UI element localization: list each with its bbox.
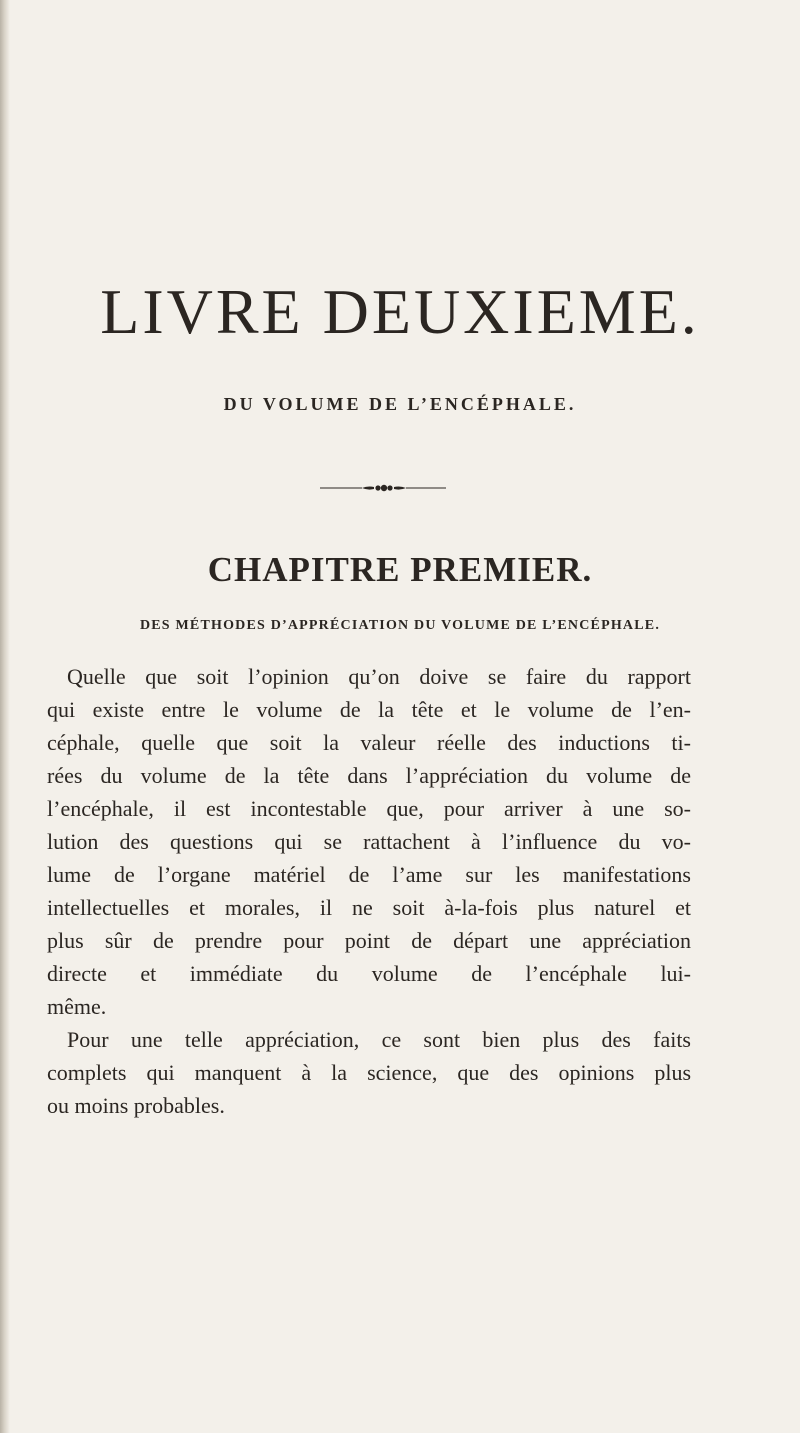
text-line: céphale, quelle que soit la valeur réelle des inductions ti- [47, 730, 691, 755]
text-line: directe et immédiate du volume de l’encéphale lui- [47, 961, 691, 986]
text-line: qui existe entre le volume de la tête et le volume de l’en- [47, 697, 691, 722]
book-title: LIVRE DEUXIEME. [100, 276, 700, 347]
text-line: Quelle que soit l’opinion qu’on doive se faire du rapport [67, 664, 691, 689]
text-line: plus sûr de prendre pour point de départ une appréciation [47, 928, 691, 953]
text-line: ou moins probables. [47, 1093, 225, 1118]
text-line: l’encéphale, il est incontestable que, pour arriver à une so- [47, 796, 691, 821]
ornament-divider [318, 481, 448, 495]
text-line: Pour une telle appréciation, ce sont bien plus des faits [67, 1027, 691, 1052]
chapter-subtitle: DES MÉTHODES D’APPRÉCIATION DU VOLUME DE L’ENCÉPHALE. [139, 618, 661, 633]
paragraph-1 [47, 660, 691, 1023]
text-line: lume de l’organe matériel de l’ame sur les manifestations [47, 862, 691, 887]
text-line: complets qui manquent à la science, que des opinions plus [47, 1060, 691, 1085]
book-subtitle: DU VOLUME DE L’ENCÉPHALE. [223, 394, 577, 414]
chapter-title: CHAPITRE PREMIER. [207, 550, 593, 589]
text-line: rées du volume de la tête dans l’appréciation du volume de [47, 763, 691, 788]
text-line: même. [47, 994, 107, 1019]
text-line: lution des questions qui se rattachent à l’influence du vo- [47, 829, 691, 854]
chapter-body [47, 660, 691, 1122]
paragraph-2 [47, 1023, 691, 1122]
text-line: intellectuelles et morales, il ne soit à-la-fois plus naturel et [47, 895, 691, 920]
